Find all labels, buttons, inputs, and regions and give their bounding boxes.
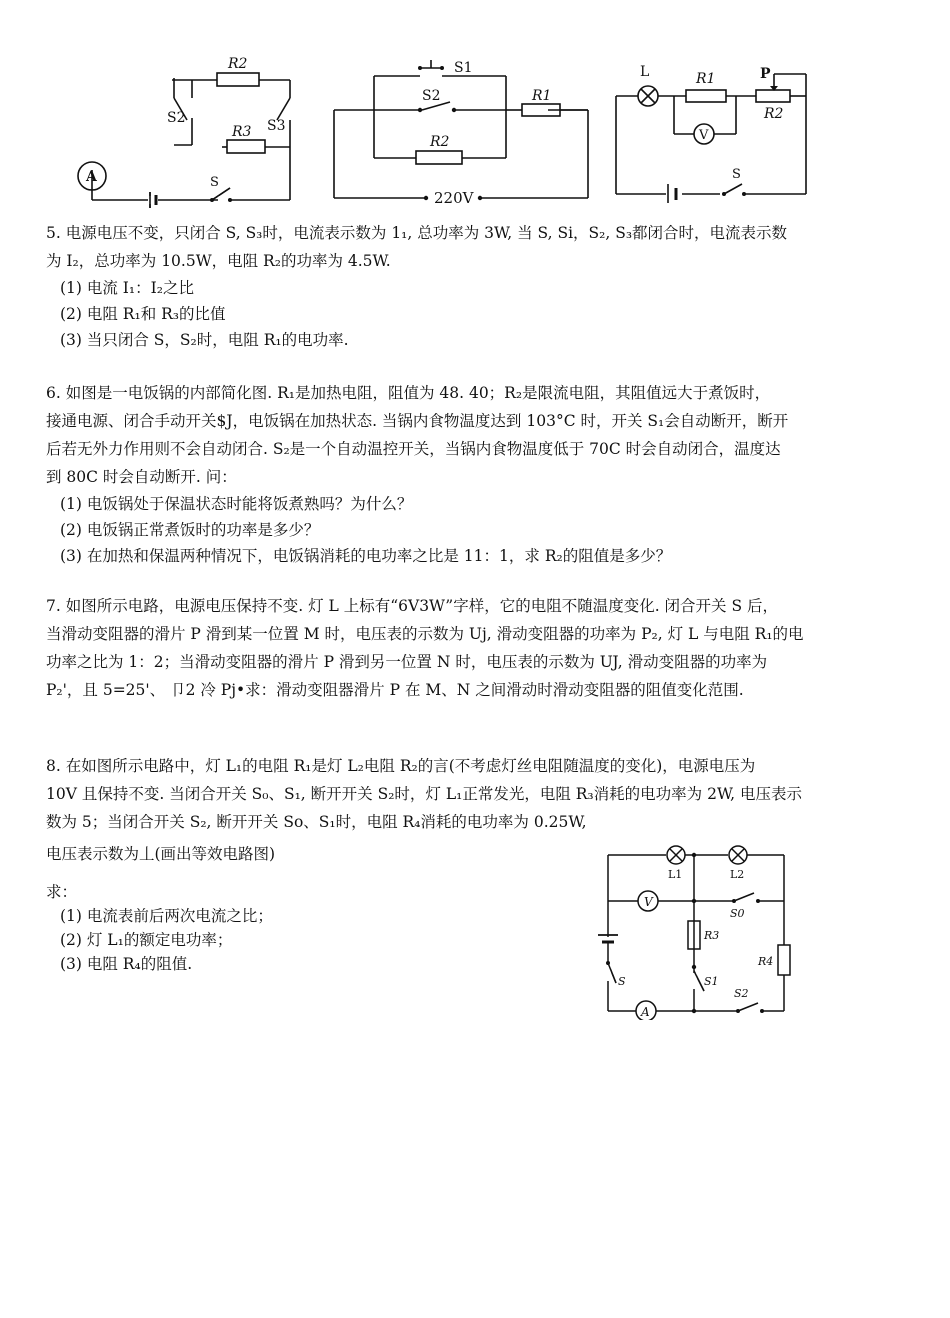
p8-ask: 求：: [46, 883, 78, 901]
circuit-diagram-1: [62, 50, 302, 210]
p6-line-1: 6. 如图是一电饭锅的内部简化图. R₁是加热电阻，阻值为 48. 40；R₂是限流电阻，其阻值远大于煮饭时，: [46, 384, 771, 402]
p6-line-3: 后若无外力作用则不会自动闭合. S₂是一个自动温控开关，当锅内食物温度低于 70C 时会自动闭合，温度达: [46, 440, 781, 458]
p5-sub-2: (2) 电阻 R₁和 R₃的比值: [60, 305, 226, 323]
d3-r2-label: R2: [764, 106, 784, 122]
circuit-diagram-1-svg: [62, 50, 302, 210]
d4-voltmeter-label: V: [644, 895, 653, 909]
d1-s3-label: S3: [267, 118, 286, 134]
d3-switch-label: S: [732, 167, 741, 182]
problem-8-continued: [46, 840, 275, 868]
d1-s2-label: S2: [167, 110, 186, 126]
p8-line-3: 数为 5；当闭合开关 S₂, 断开开关 So、S₁时，电阻 R₄消耗的电功率为 0.25W,: [46, 813, 587, 831]
p7-line-3: 功率之比为 1：2；当滑动变阻器的滑片 P 滑到另一位置 N 时，电压表的示数为 UJ, 滑动变阻器的功率为: [46, 653, 768, 671]
d4-s-label: S: [618, 975, 626, 988]
d4-l2-label: L2: [730, 868, 745, 881]
d2-s1-label: S1: [454, 60, 473, 76]
d2-voltage-label: 220V: [434, 189, 474, 207]
d1-r3-label: R3: [232, 124, 252, 140]
circuit-diagram-4-svg: [598, 845, 798, 1020]
p7-line-4: P₂'，且 5=25'、 卩2 冷 Pj•求：滑动变阻器滑片 P 在 M、N 之间滑动时滑动变阻器的阻值变化范围.: [46, 681, 744, 699]
d4-l1-label: L1: [668, 868, 683, 881]
p7-line-2: 当滑动变阻器的滑片 P 滑到某一位置 M 时，电压表的示数为 Uj, 滑动变阻器的功率为 P₂, 灯 L 与电阻 R₁的电: [46, 625, 804, 643]
problem-8-subquestions: [46, 904, 566, 976]
d3-voltmeter-label: V: [699, 128, 709, 143]
p8-sub-3: (3) 电阻 R₄的阻值.: [60, 955, 193, 973]
p8-sub-2: (2) 灯 L₁的额定电功率；: [60, 931, 233, 949]
p6-line-2: 接通电源、闭合手动开关$J，电饭锅在加热状态. 当锅内食物温度达到 103°C 时，开关 S₁会自动断开，断开: [46, 412, 789, 430]
d4-ammeter-label: A: [641, 1005, 650, 1019]
p6-sub-2: (2) 电饭锅正常煮饭时的功率是多少？: [60, 521, 320, 539]
p5-sub-1: (1) 电流 I₁：I₂之比: [60, 279, 194, 297]
d3-r1-label: R1: [696, 71, 716, 87]
p6-line-4: 到 80C 时会自动断开. 问：: [46, 468, 237, 486]
p5-sub-3: (3) 当只闭合 S，S₂时，电阻 R₁的电功率.: [60, 331, 349, 349]
d1-r2-label: R2: [228, 56, 248, 72]
circuit-diagram-2-svg: [330, 50, 592, 208]
p8-line-4: 电压表示数为丄(画出等效电路图): [46, 845, 276, 863]
circuit-diagram-3-svg: [610, 58, 820, 203]
d3-slider-label: P: [760, 66, 771, 82]
circuit-diagram-4: [598, 845, 798, 1020]
problem-8: [46, 752, 904, 836]
d4-r3-label: R3: [704, 929, 720, 942]
p8-line-1: 8. 在如图所示电路中，灯 L₁的电阻 R₁是灯 L₂电阻 R₂的言(不考虑灯丝电阻随温度的变化)，电源电压为: [46, 757, 756, 775]
d4-s2-label: S2: [734, 987, 749, 1000]
circuit-diagram-2: [330, 50, 592, 208]
d4-s0-label: S0: [730, 907, 745, 920]
d3-lamp-label: L: [640, 64, 650, 80]
problem-7: [46, 592, 904, 704]
d2-r2-label: R2: [430, 134, 450, 150]
d1-ammeter-label: A: [86, 169, 97, 185]
d1-s-label: S: [210, 175, 219, 190]
p8-line-2: 10V 且保持不变. 当闭合开关 S₀、S₁, 断开开关 S₂时，灯 L₁正常发光，电阻 R₃消耗的电功率为 2W, 电压表示: [46, 785, 803, 803]
p6-sub-1: (1) 电饭锅处于保温状态时能将饭煮熟吗？为什么？: [60, 495, 413, 513]
p5-line-1: 5. 电源电压不变，只闭合 S, S₃时，电流表示数为 1₁, 总功率为 3W, 当 S, Si，S₂, S₃都闭合时，电流表示数: [46, 224, 788, 242]
problem-8-ask: [46, 878, 77, 906]
d2-s2-label: S2: [422, 88, 441, 104]
d4-s1-label: S1: [704, 975, 719, 988]
d2-r1-label: R1: [532, 88, 552, 104]
p5-line-2: 为 I₂，总功率为 10.5W，电阻 R₂的功率为 4.5W.: [46, 252, 391, 270]
p6-sub-3: (3) 在加热和保温两种情况下，电饭锅消耗的电功率之比是 11：1，求 R₂的阻值是多少？: [60, 547, 672, 565]
circuit-diagram-3: [610, 58, 820, 203]
problem-5: [46, 219, 904, 353]
d4-r4-label: R4: [758, 955, 774, 968]
problem-6: [46, 379, 904, 569]
p8-sub-1: (1) 电流表前后两次电流之比；: [60, 907, 273, 925]
p7-line-1: 7. 如图所示电路，电源电压保持不变. 灯 L 上标有“6V3W”字样，它的电阻不随温度变化. 闭合开关 S 后，: [46, 597, 779, 615]
